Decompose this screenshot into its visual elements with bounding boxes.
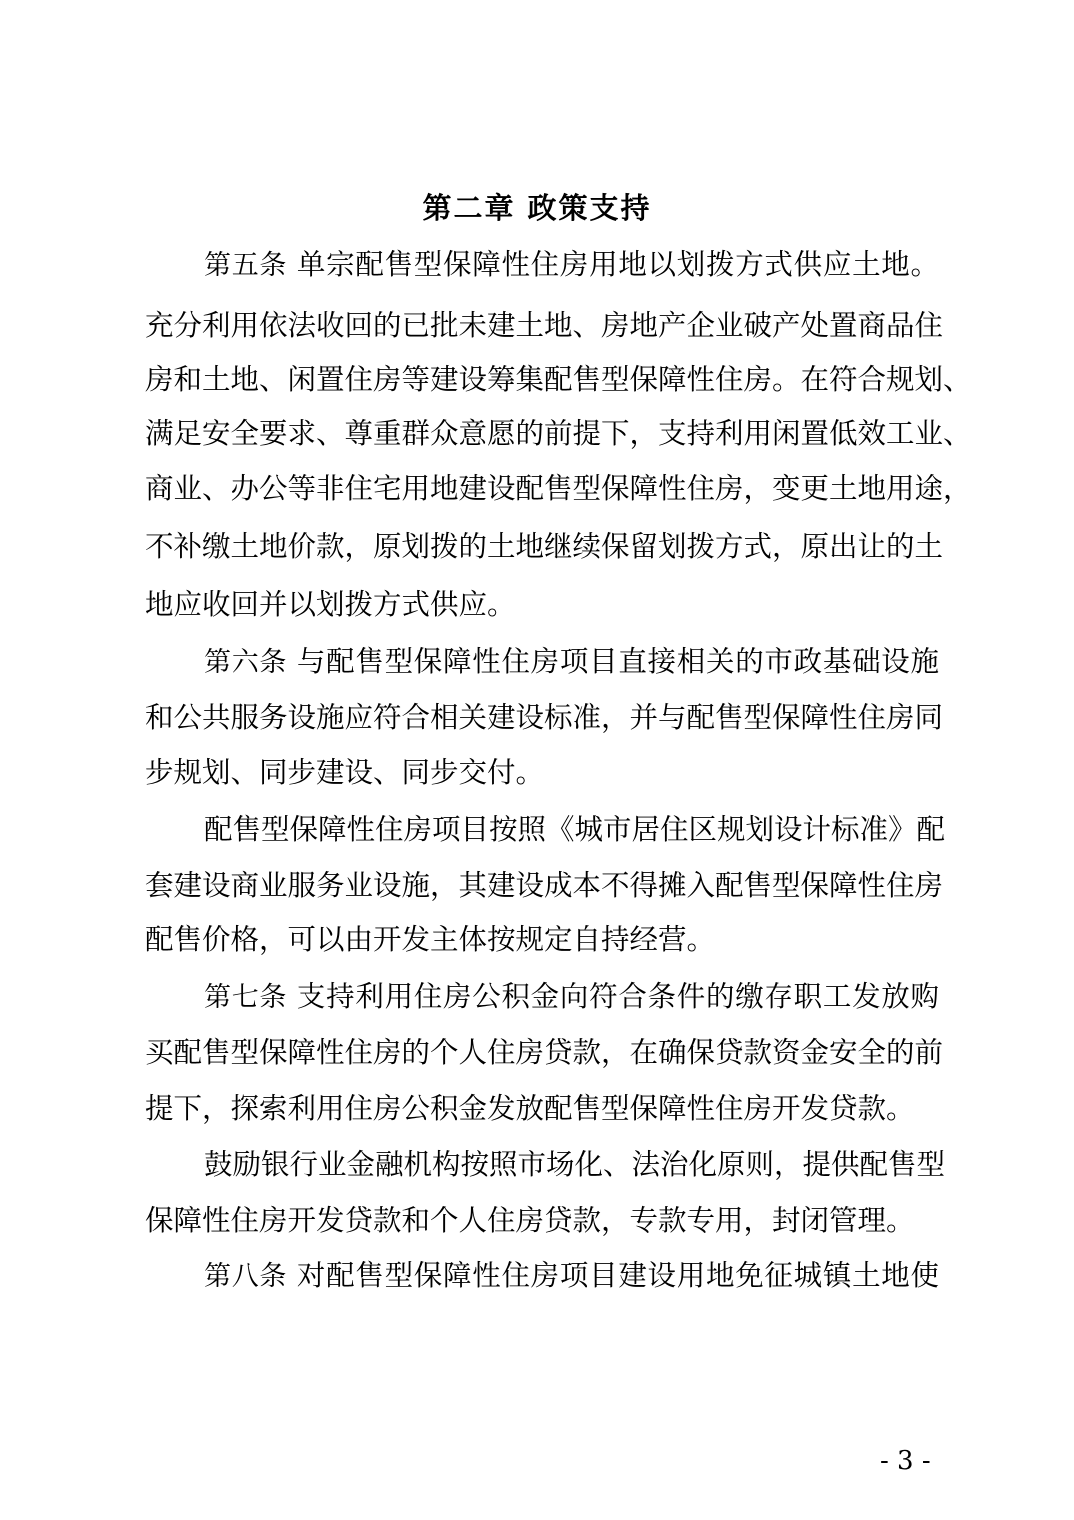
article-label: 第七条 <box>204 982 288 1013</box>
line-text: 满足安全要求、尊重群众意愿的前提下，支持利用闲置低效工业、 <box>145 417 972 450</box>
line-text: 套建设商业服务业设施，其建设成本不得摊入配售型保障性住房 <box>145 869 944 902</box>
paragraph-line <box>204 245 939 285</box>
paragraph-line <box>145 1201 939 1241</box>
line-text: 房和土地、闲置住房等建设筹集配售型保障性住房。在符合规划、 <box>145 363 972 396</box>
paragraph-line <box>145 698 944 738</box>
paragraph-line <box>145 866 944 906</box>
paragraph-line <box>145 1033 944 1073</box>
paragraph-line <box>204 977 939 1017</box>
article-label: 第六条 <box>204 647 288 678</box>
line-text: 配售型保障性住房项目按照《城市居住区规划设计标准》配 <box>204 813 946 846</box>
line-text: 步规划、同步建设、同步交付。 <box>145 756 545 789</box>
line-text: 地应收回并以划拨方式供应。 <box>145 588 516 621</box>
paragraph-line <box>145 527 944 567</box>
paragraph-line <box>204 642 939 682</box>
page-number: - 3 - <box>880 1446 931 1476</box>
line-text: 和公共服务设施应符合相关建设标准，并与配售型保障性住房同 <box>145 701 944 734</box>
line-text: 单宗配售型保障性住房用地以划拨方式供应土地。 <box>287 248 940 281</box>
paragraph-line <box>145 753 939 793</box>
paragraph-line <box>204 1256 939 1296</box>
paragraph-line <box>145 469 972 509</box>
line-text: 与配售型保障性住房项目直接相关的市政基础设施 <box>287 645 940 678</box>
article-label: 第五条 <box>204 250 288 281</box>
line-text: 不补缴土地价款，原划拨的土地继续保留划拨方式，原出让的土 <box>145 530 944 563</box>
paragraph-line <box>145 360 972 400</box>
article-label: 第八条 <box>204 1261 288 1292</box>
line-text: 商业、办公等非住宅用地建设配售型保障性住房，变更土地用途， <box>145 472 972 505</box>
chapter-title: 第二章 政策支持 <box>422 191 652 225</box>
paragraph-line <box>204 810 946 850</box>
line-text: 对配售型保障性住房项目建设用地免征城镇土地使 <box>287 1259 940 1292</box>
paragraph-line <box>145 306 944 346</box>
paragraph-line <box>145 920 939 960</box>
line-text: 充分利用依法收回的已批未建土地、房地产企业破产处置商品住 <box>145 309 944 342</box>
paragraph-line <box>204 1145 946 1185</box>
paragraph-line <box>145 414 972 454</box>
line-text: 买配售型保障性住房的个人住房贷款，在确保贷款资金安全的前 <box>145 1036 944 1069</box>
line-text: 支持利用住房公积金向符合条件的缴存职工发放购 <box>287 980 940 1013</box>
paragraph-line <box>145 1089 939 1129</box>
line-text: 提下，探索利用住房公积金发放配售型保障性住房开发贷款。 <box>145 1092 915 1125</box>
line-text: 保障性住房开发贷款和个人住房贷款，专款专用，封闭管理。 <box>145 1204 915 1237</box>
line-text: 配售价格，可以由开发主体按规定自持经营。 <box>145 923 716 956</box>
paragraph-line <box>145 585 939 625</box>
line-text: 鼓励银行业金融机构按照市场化、法治化原则，提供配售型 <box>204 1148 946 1181</box>
